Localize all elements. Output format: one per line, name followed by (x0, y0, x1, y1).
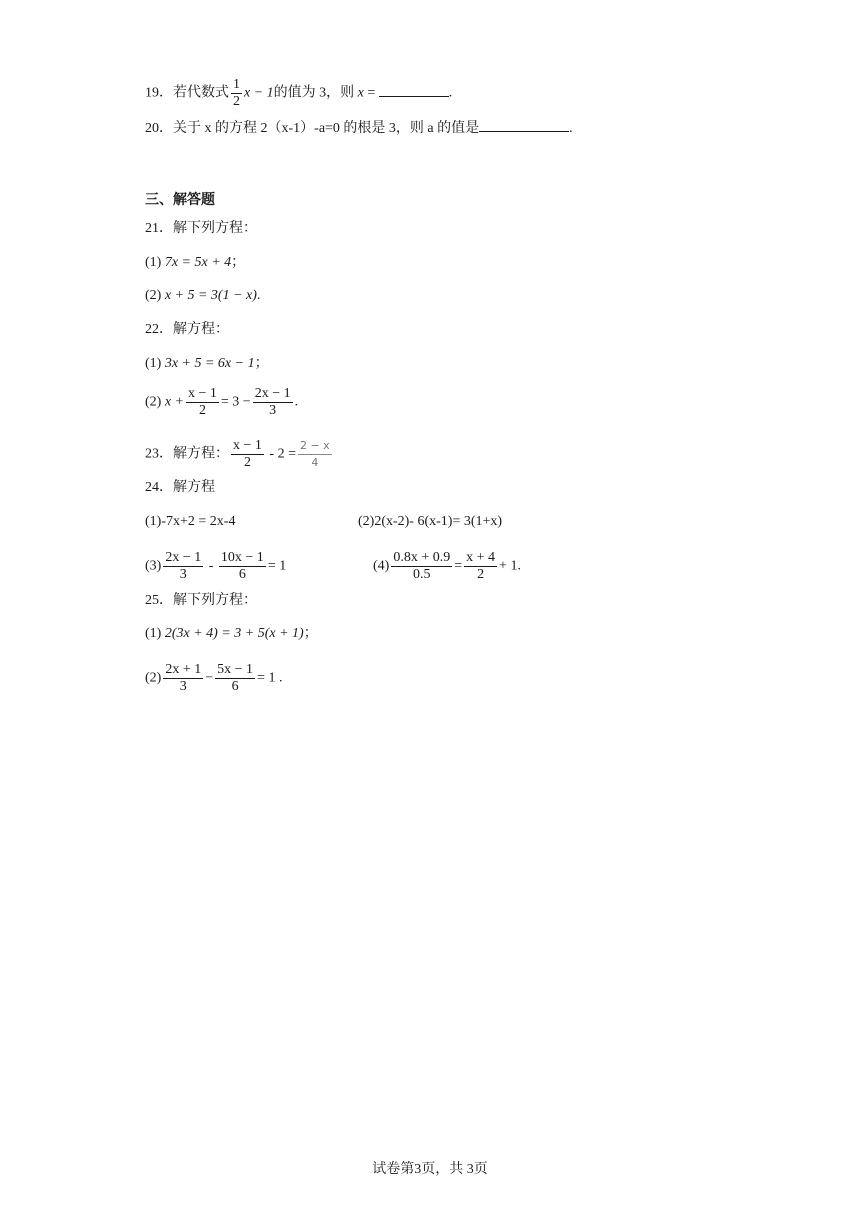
question-25-stem: 25．解下列方程： (145, 593, 257, 608)
part-label: (1) (145, 356, 162, 371)
question-24-part-3 (145, 550, 286, 583)
fraction (391, 550, 452, 583)
fraction (215, 662, 255, 695)
fraction-denominator: 2 (477, 567, 485, 582)
equation: 7x = 5x + 4 (164, 255, 232, 270)
page-footer: 试卷第3页，共 3页 (372, 1162, 488, 1177)
answer-blank[interactable] (379, 82, 449, 97)
question-24-part-1: (1)-7x+2 = 2x-4 (145, 514, 236, 529)
question-22-part-1 (145, 354, 269, 374)
fraction-denominator: 2 (198, 403, 206, 418)
fraction-numerator: 2x − 1 (254, 386, 291, 401)
punctuation: ； (231, 255, 246, 270)
question-21-part-2 (145, 286, 260, 306)
fraction-denominator: 6 (238, 567, 246, 582)
question-22-stem: 22．解方程： (145, 322, 229, 337)
fraction-numerator: 2 − x (298, 438, 332, 455)
fraction (298, 438, 332, 471)
variable: x (357, 85, 364, 101)
part-label: (1) (145, 626, 162, 641)
question-text: 关于 x 的方程 2（x-1）-a=0 的根是 3，则 a 的值是 (173, 121, 480, 136)
fraction (163, 662, 203, 695)
fraction-denominator: 3 (179, 679, 187, 694)
answer-blank[interactable] (479, 117, 569, 132)
question-24-part-2: (2)2(x-2)- 6(x-1)= 3(1+x) (358, 514, 503, 529)
part-label: (2) (145, 670, 162, 686)
question-20 (145, 117, 573, 139)
question-text: 的值为 3，则 (273, 85, 358, 101)
part-label: (1) (145, 255, 162, 270)
fraction-numerator: x + 4 (466, 550, 496, 565)
fraction (186, 386, 219, 419)
fraction-numerator: 0.8x + 0.9 (393, 550, 451, 565)
part-label: (2) (145, 394, 162, 410)
expression: − (205, 670, 214, 686)
question-24-part-4 (373, 550, 521, 583)
punctuation: . (294, 394, 299, 410)
question-22-part-2 (145, 386, 298, 419)
question-19 (145, 77, 452, 110)
equation: 3x + 5 = 6x − 1 (164, 356, 255, 371)
fraction-denominator: 0.5 (413, 567, 431, 582)
expression: x − 1 (244, 85, 274, 101)
fraction (464, 550, 497, 583)
fraction (163, 550, 203, 583)
expression: = (454, 558, 463, 574)
punctuation: . (256, 288, 261, 303)
fraction-numerator: 2x + 1 (165, 662, 202, 677)
question-25-part-2 (145, 662, 282, 695)
section-title: 三、解答题 (145, 193, 215, 208)
question-25-part-1 (145, 624, 318, 644)
punctuation: ； (303, 626, 318, 641)
fraction-denominator: 6 (231, 679, 239, 694)
fraction-denominator: 3 (269, 403, 277, 418)
part-label: (3) (145, 558, 162, 574)
fraction-denominator: 3 (179, 567, 187, 582)
fraction-numerator: x − 1 (188, 386, 217, 401)
question-stem: 23．解方程： (145, 446, 229, 462)
fraction-denominator: 2 (243, 455, 251, 470)
punctuation: ； (254, 356, 269, 371)
question-23 (145, 438, 334, 471)
question-number: 20． (145, 121, 173, 136)
expression: = 1 (267, 558, 287, 574)
fraction-numerator: 10x − 1 (220, 550, 264, 565)
expression: x + (164, 394, 184, 410)
part-label: (2) (145, 288, 162, 303)
equation: x + 5 = 3(1 − x) (164, 288, 257, 303)
question-text: 若代数式 (173, 85, 229, 101)
fraction-denominator: 2 (233, 94, 240, 109)
expression: + 1. (499, 558, 521, 574)
expression: = 3 − (220, 394, 251, 410)
fraction-numerator: 1 (233, 77, 240, 92)
part-label: (4) (373, 558, 390, 574)
fraction (253, 386, 293, 419)
fraction (231, 438, 264, 471)
fraction-numerator: x − 1 (233, 438, 262, 453)
question-21-part-1 (145, 253, 245, 273)
fraction-numerator: 2x − 1 (165, 550, 202, 565)
expression: - 2 = (265, 446, 296, 462)
question-21-stem: 21．解下列方程： (145, 221, 257, 236)
fraction-numerator: 5x − 1 (217, 662, 254, 677)
equals-sign: = (363, 85, 379, 101)
period: . (448, 85, 453, 101)
question-number: 19． (145, 85, 173, 101)
equation: 2(3x + 4) = 3 + 5(x + 1) (164, 626, 304, 641)
fraction-denominator: 4 (311, 456, 319, 469)
expression: = 1 . (257, 670, 283, 686)
question-24-stem: 24．解方程 (145, 480, 215, 495)
fraction (231, 77, 242, 110)
period: . (569, 121, 573, 136)
expression: - (205, 558, 217, 574)
fraction (219, 550, 266, 583)
